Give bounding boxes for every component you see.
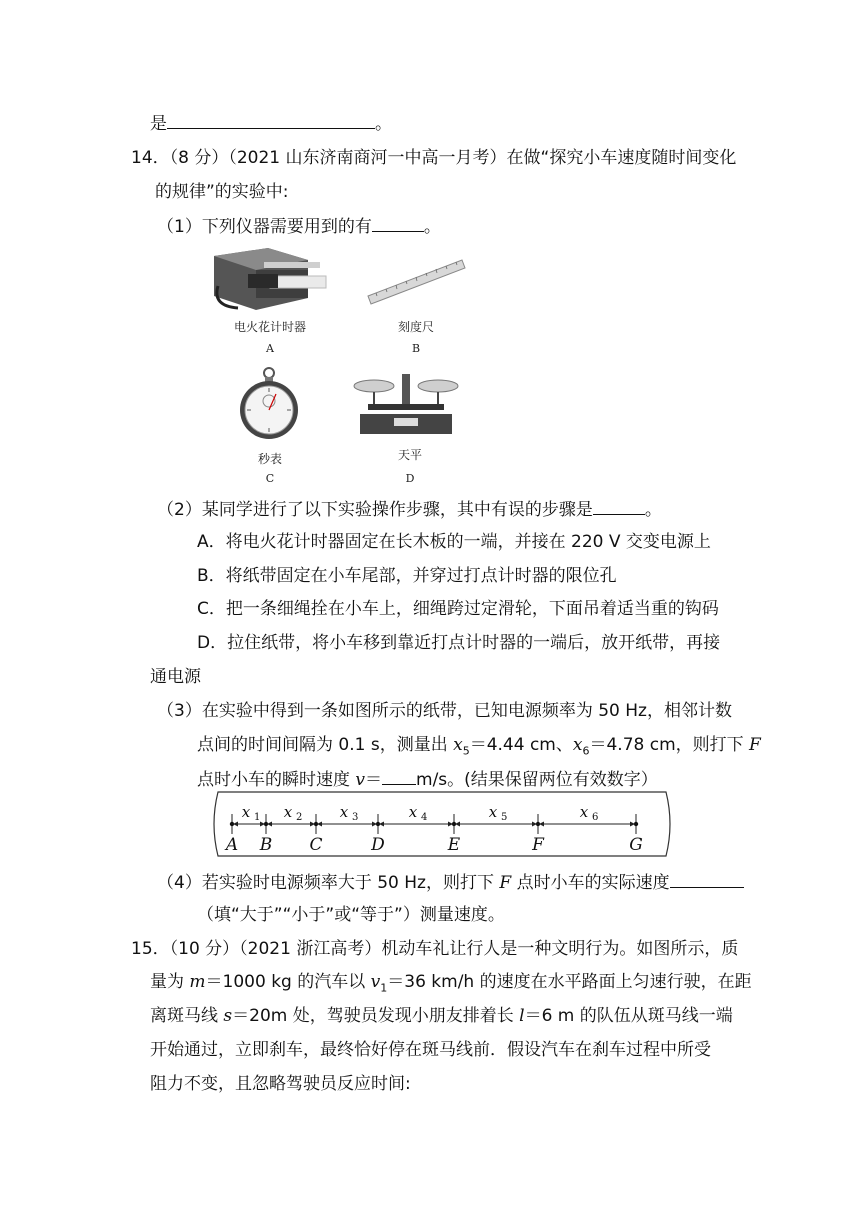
var-m: m: [189, 972, 206, 992]
question-number: 14．: [131, 148, 170, 168]
instrument-name: 电火花计时器: [233, 320, 306, 334]
text-span: m/s。(结果保留两位有效数字）: [416, 770, 658, 790]
subscript: 5: [462, 744, 470, 758]
instrument-letter: B: [411, 342, 421, 355]
spark-timer-icon: [208, 246, 330, 314]
tape-segment-label: x: [339, 803, 349, 821]
q14-part2: [157, 496, 662, 522]
option-b: B．将纸带固定在小车尾部，并穿过打点计时器的限位孔: [197, 566, 617, 586]
tape-segment-subscript: 5: [501, 812, 508, 823]
arrow-head: [379, 822, 384, 827]
instrument-letter: C: [265, 472, 275, 485]
line-end: 。: [375, 114, 392, 134]
question-header: （10 分）（2021 浙江高考）机动车礼让行人是一种文明行为。如图所示，质: [169, 939, 739, 959]
q15-line2: [150, 970, 752, 1000]
q14-part3-line1: （3）在实验中得到一条如图所示的纸带，已知电源频率为 50 Hz，相邻计数: [157, 701, 732, 721]
option-a: A．将电火花计时器固定在长木板的一端，并接在 220 V 交变电源上: [197, 532, 711, 552]
arrow-head: [448, 822, 453, 827]
part2-text: （2）某同学进行了以下实验操作步骤，其中有误的步骤是: [157, 500, 593, 520]
tape-segment-subscript: 2: [296, 812, 303, 823]
q14-header: [131, 146, 736, 170]
tape-point-label: B: [259, 835, 273, 855]
tape-point-label: C: [309, 835, 323, 855]
tape-point-label: D: [371, 835, 385, 855]
tape-segment-subscript: 3: [352, 812, 359, 823]
var-l: l: [519, 1006, 525, 1026]
q15-line4: 开始通过，立即刹车，最终恰好停在斑马线前．假设汽车在刹车过程中所受: [150, 1040, 711, 1060]
instrument-name: 天平: [397, 448, 422, 462]
text-span: 点时小车的瞬时速度: [197, 770, 356, 790]
var-F: F: [749, 735, 761, 755]
question-number: 15．: [131, 939, 170, 959]
paper-tape-diagram: [208, 790, 672, 858]
q15-line1: [131, 937, 738, 961]
part4-blank[interactable]: [670, 869, 744, 888]
tape-point-label: A: [225, 835, 239, 855]
text-span: ＝36 km/h 的速度在水平路面上匀速行驶，在距: [387, 972, 752, 992]
ruler-icon: [366, 256, 466, 306]
tape-point-label: G: [629, 835, 643, 855]
balance-icon: [350, 372, 462, 440]
q14-part3-line2: [197, 733, 761, 763]
line-prefix: 是: [150, 114, 167, 134]
arrow-head: [233, 822, 238, 827]
part3-blank[interactable]: [382, 766, 416, 785]
text-span: 量为: [150, 972, 190, 992]
q15-line3: [150, 1004, 733, 1028]
tape-segment-label: x: [241, 803, 251, 821]
instrument-name: 秒表: [257, 452, 282, 466]
continuation-line: [150, 110, 392, 136]
answer-blank[interactable]: [167, 110, 375, 129]
stopwatch-icon: [236, 366, 302, 440]
text-span: ＝: [365, 770, 383, 790]
tape-segment-subscript: 4: [421, 812, 428, 823]
text-span: 点时小车的实际速度: [511, 873, 670, 893]
text-span: 点间的时间间隔为 0.1 s，测量出: [197, 735, 454, 755]
arrow-head: [310, 822, 315, 827]
instrument-letter: D: [405, 472, 415, 485]
var-x: x: [572, 735, 583, 755]
arrow-head: [455, 822, 460, 827]
tape-segment-label: x: [488, 803, 498, 821]
arrow-head: [539, 822, 544, 827]
q14-part1: [157, 213, 441, 239]
subscript: 1: [380, 981, 388, 995]
arrow-head: [267, 822, 272, 827]
arrow-head: [630, 822, 635, 827]
tape-point-label: E: [447, 835, 461, 855]
part2-blank[interactable]: [593, 496, 645, 515]
text-span: ＝4.78 cm，则打下: [589, 735, 750, 755]
part1-blank[interactable]: [372, 213, 424, 232]
q15-line5: 阻力不变，且忽略驾驶员反应时间:: [150, 1074, 411, 1094]
var-v: v: [370, 972, 381, 992]
part1-end: 。: [423, 217, 441, 237]
tape-segment-subscript: 6: [592, 812, 599, 823]
text-span: ＝20m 处，驾驶员发现小朋友排着长: [232, 1006, 520, 1026]
tape-segment-label: x: [408, 803, 418, 821]
tape-point-label: F: [532, 835, 544, 855]
q14-header-cont: 的规律”的实验中:: [155, 182, 289, 202]
q14-part4-line2: （填“大于”“小于”或“等于”）测量速度。: [197, 905, 505, 925]
arrow-head: [532, 822, 537, 827]
q14-part4-line1: [157, 869, 744, 895]
question-header: （8 分）（2021 山东济南商河一中高一月考）在做“探究小车速度随时间变化: [169, 148, 737, 168]
instrument-letter: A: [266, 342, 274, 355]
text-span: ＝6 m 的队伍从斑马线一端: [524, 1006, 733, 1026]
q14-part3-line3: [197, 766, 658, 792]
var-v: v: [355, 770, 366, 790]
arrow-head: [372, 822, 377, 827]
tape-segment-subscript: 1: [254, 812, 261, 823]
arrow-head: [317, 822, 322, 827]
tape-segment-label: x: [579, 803, 589, 821]
subscript: 6: [582, 744, 590, 758]
text-span: 离斑马线: [150, 1006, 224, 1026]
var-F: F: [499, 873, 512, 893]
instrument-name: 刻度尺: [397, 320, 434, 334]
part1-text: （1）下列仪器需要用到的有: [157, 217, 372, 237]
arrow-head: [260, 822, 265, 827]
var-x: x: [453, 735, 463, 755]
tape-segment-label: x: [283, 803, 293, 821]
text-span: ＝4.44 cm、: [469, 735, 573, 755]
option-d-cont: 通电源: [150, 667, 201, 687]
text-span: （4）若实验时电源频率大于 50 Hz，则打下: [157, 873, 500, 893]
option-d: D．拉住纸带，将小车移到靠近打点计时器的一端后，放开纸带，再接: [197, 633, 721, 653]
part2-end: 。: [644, 500, 662, 520]
text-span: ＝1000 kg 的汽车以: [205, 972, 371, 992]
var-s: s: [223, 1006, 233, 1026]
option-c: C．把一条细绳拴在小车上，细绳跨过定滑轮，下面吊着适当重的钩码: [197, 599, 719, 619]
